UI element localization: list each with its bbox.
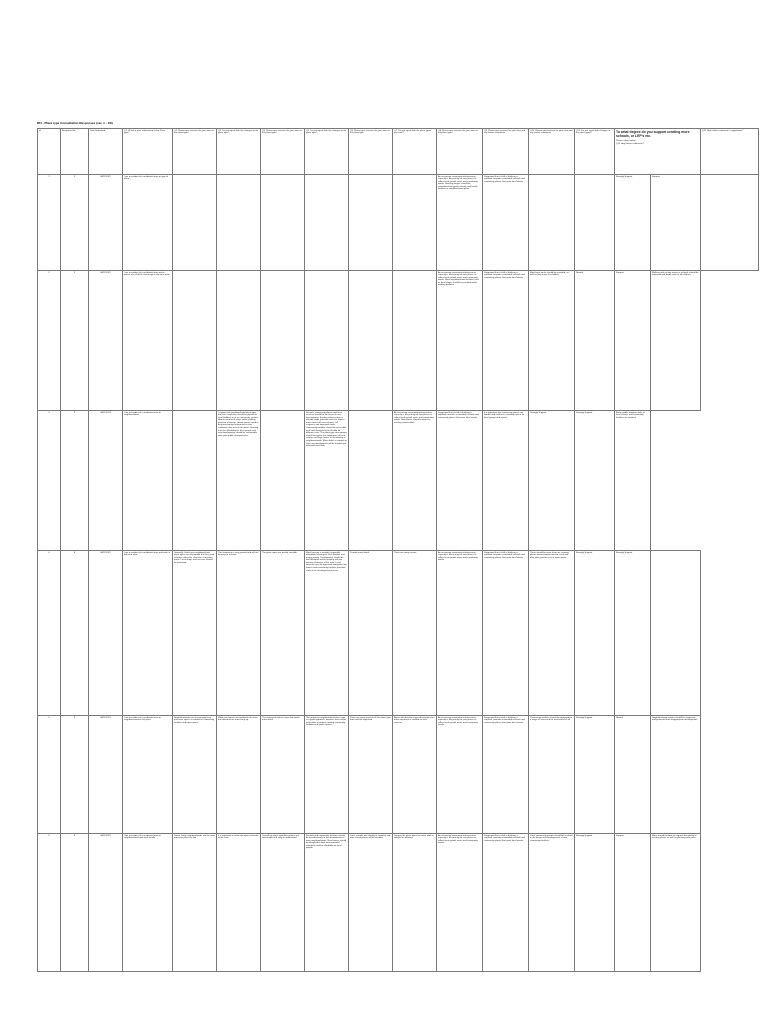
table-cell: Support the place types but more work is needed on delivery. (393, 834, 437, 972)
table-row (38, 716, 759, 834)
table-cell: More new homes are needed in the area, but infrastructure must keep up. (217, 716, 261, 834)
table-cell: 2 (38, 271, 61, 411)
spreadsheet (37, 118, 744, 972)
table-row (38, 551, 759, 716)
header-note-cell (615, 129, 701, 175)
table-cell: More housing is needed, especially affordable housing for local families and young people. Development should be well designed and in keeping with the existing character of the area. Local services must be improved alongside new homes and community facilities provided early in the development process. (305, 551, 349, 716)
table-cell: 4 (38, 551, 61, 716)
table-cell: Green, leafy neighbourhoods are the most attractive places to live. (173, 834, 217, 972)
header-cell: Q1. Which is your relationship to the Place type? (123, 129, 173, 175)
table-cell: 6 (38, 834, 61, 972)
header-cell: Q4. Please give reasons for your view on the place types (261, 129, 305, 175)
table-row (38, 175, 759, 271)
table-cell (217, 175, 261, 271)
table-cell: Neutral (615, 716, 651, 834)
table-cell: Neighbourhood centres should be supported and protected from inappropriate development. (651, 716, 701, 834)
header-cell: Q12. Any further comments? (616, 143, 644, 146)
table-cell: Support (651, 175, 701, 271)
table-cell: 5 (38, 716, 61, 834)
table-cell (349, 271, 393, 411)
table-cell: Suggested that a shift in thinking is required, towards sustainable schools and community places that meet local needs. (483, 551, 529, 716)
table-cell: An increasing community infrastructure capacity is the priority for new places to reflect local growth areas and community needs. (437, 716, 483, 834)
table-cell: Neighbourhoods are increasingly busy and more space is needed for community facilities and open space. (173, 716, 217, 834)
table-cell: 04/11/2021 (89, 716, 123, 834)
header-cell: Response No. (61, 129, 89, 175)
header-cell: Q10. Please give reasons for your view and any further comments (529, 129, 575, 175)
table-cell (261, 175, 305, 271)
table-cell (173, 175, 217, 271)
table-cell (393, 175, 437, 271)
header-cell: Q3. Do you agree with the changes to the place type? (217, 129, 261, 175)
table-cell (575, 175, 615, 271)
table-cell: Strongly Support (615, 551, 651, 716)
table-cell: An increasing community infrastructure capacity is the priority for new places to reflect local growth areas and community needs. More neighbourhood facilities such as local shops should be provided within walking distance. (437, 271, 483, 411)
table-cell: There are many aspects of this place type that could be improved. (349, 716, 393, 834)
table-cell: 5 (61, 716, 89, 834)
table-cell: Strongly Support (529, 411, 575, 551)
table-cell: 04/11/2021 (89, 271, 123, 411)
table-cell: 3 (61, 411, 89, 551)
table-cell: I am a resident of a residential area and work in the local area. (123, 551, 173, 716)
table-cell: Suggested that a shift in thinking is required, towards sustainable schools and community places that meet local needs. (437, 411, 483, 551)
table-cell (529, 175, 575, 271)
header-cell: Q8. Please give reasons for your view on the place types (437, 129, 483, 175)
table-row (38, 271, 759, 411)
table-cell: It is important to retain the open character of the area. (217, 834, 261, 972)
table-cell: Community facilities should be designed for a range of users and be accessible for all. (529, 716, 575, 834)
table-cell: 6 (61, 834, 89, 972)
table-cell: An increasing community infrastructure capacity is the priority for new places to reflect local growth areas and community needs. (437, 551, 483, 716)
table-cell: Strongly Support (575, 834, 615, 972)
table-cell (217, 271, 261, 411)
table-cell (305, 271, 349, 411)
table-cell (349, 411, 393, 551)
table-cell: 2 (61, 271, 89, 411)
table-cell: Neutral (575, 271, 615, 411)
table-cell: 1 (61, 175, 89, 271)
table-cell: Strongly Support (575, 551, 615, 716)
table-cell: Suggested that a shift in thinking is required, towards sustainable schools and community places that meet local needs. (483, 716, 529, 834)
table-cell (349, 175, 393, 271)
table-cell: 04/11/2021 (89, 411, 123, 551)
header-cell: Date Submitted (89, 129, 123, 175)
table-cell: Overall the place type descriptions are reasonable and easy to understand. (261, 834, 305, 972)
table-cell (651, 551, 701, 716)
table-cell: Support (615, 271, 651, 411)
table-cell: 04/11/2021 (89, 175, 123, 271)
table-cell: I support the neighbourhood place type, but more emphasis should be placed on local facilities such as community centres, libraries and local shops within walking distance of homes. Green spaces need to be protected and enhanced so that residents have access to nature. Housing must be affordable for local people and new development should be sustainable with good public transport links. (217, 411, 261, 551)
table-cell (261, 271, 305, 411)
header-cell: Q11. Do you agree with changes to the place types? (575, 129, 615, 175)
table-cell (261, 411, 305, 551)
table-cell (173, 271, 217, 411)
table-cell: 04/11/2021 (89, 834, 123, 972)
table-cell: Suggested that a shift in thinking is required, towards sustainable schools and community places that meet local needs. (483, 271, 529, 411)
table-cell: Strongly Support (575, 411, 615, 551)
table-cell: Schools, community places and local services should be the focus of new development. Existing infrastructure is already under pressure and new homes must come with new schools, GP surgeries and improved roads. Community facilities should be accessible to all and designed to be flexible for different uses. The place type descriptions should recognise the importance of local centres and high streets to the identity of neighbourhoods. More detail is needed on how new development will be funded and delivered over time. (305, 411, 349, 551)
table-cell: I am a resident of a residential area and a parent of a child of school age in the local area. (123, 271, 173, 411)
table-cell: An increasing community infrastructure capacity is the priority for new places to reflect local growth areas and community needs. Housing targets should be considered alongside schools and health facilities in neighbourhood plans. (437, 175, 483, 271)
table-cell: Provide more detail. (349, 551, 393, 716)
table-cell: The statement makes sense but needs more detail. (261, 716, 305, 834)
table-cell: 04/11/2021 (89, 551, 123, 716)
table-cell: Local schools are already at capacity and new school places will be needed. (349, 834, 393, 972)
table-cell (701, 175, 759, 271)
table-cell (393, 271, 437, 411)
table-cell: An increasing community infrastructure capacity is the priority for new places to reflect local growth areas and community needs. (437, 834, 483, 972)
header-cell: Q5. Do you agree with the changes to the place type? (305, 129, 349, 175)
table-cell: I am a resident of a residential area or neighbourhood in this place. (123, 716, 173, 834)
table-cell: An increasing community infrastructure capacity is the priority for new places to reflect local growth areas and community needs. New places should connect to existing communities. (393, 411, 437, 551)
table-cell: It is important that community places are flexible and multi-use, providing space for local groups and events. (483, 411, 529, 551)
table-cell: Strongly Support (575, 716, 615, 834)
header-subnote: Please select below: (616, 139, 636, 142)
header-cell: Q7. Do you agree with the place types you view? (393, 129, 437, 175)
table-cell: The proposed neighbourhood place type is a good approach, however more needs to be done to protect existing community facilities and green spaces. (305, 716, 349, 834)
header-row (38, 129, 759, 175)
sheet-title: RFI - Place type Consultation Responses (ver. 1 - 1/6) (37, 121, 113, 125)
table-cell: More should be done to improve the quality of existing places as well as planning new ones. (651, 834, 701, 972)
header-cell: Q9. Please give reasons for your view and any further comments (483, 129, 529, 175)
table-row (38, 834, 759, 972)
table-cell: Suggested that a shift in thinking is required, towards sustainable schools and community places that meet local needs. (483, 175, 529, 271)
header-cell: Id (38, 129, 61, 175)
header-note: To what degree do you support creating more schools, or LEP's etc. (616, 129, 690, 138)
table-cell: Better public transport links to local centres and community facilities are needed. (615, 411, 651, 551)
responses-table (37, 128, 759, 972)
table-row (38, 411, 759, 551)
table-cell: 3 (38, 411, 61, 551)
table-cell: The statement is very general and will not be easy to achieve. (217, 551, 261, 716)
table-cell: 4 (61, 551, 89, 716)
table-cell (305, 175, 349, 271)
table-cell: Walking and cycling routes to schools should be improved and made safe for all children. (651, 271, 701, 411)
table-cell: Strongly Support (615, 175, 651, 271)
header-cell: Q6. Please give reasons for your view on the place type (349, 129, 393, 175)
table-cell: Schools and community facilities should be provided early in the development of new neighbourhoods. New homes should be designed to high environmental standards and be affordable for local people. (305, 834, 349, 972)
table-cell: More local parks should be provided, as well as play areas for children. (529, 271, 575, 411)
table-cell: 1 (38, 175, 61, 271)
table-cell: The place types are mostly sensible. (261, 551, 305, 716)
table-cell: I am a resident of a residential area or type of place. (123, 175, 173, 271)
table-cell: There are many issues. (393, 551, 437, 716)
header-cell: Q13. Any further comments / suggestions? (701, 129, 759, 175)
table-cell: Local community groups should be involved in the design and management of new community facilities. (529, 834, 575, 972)
table-cell: I am a resident of a residential area or neighbourhood. (123, 411, 173, 551)
table-cell: Agree with the place type descriptions but more emphasis is needed on local services. (393, 716, 437, 834)
table-cell: There should be more focus on creating places where people can live, work and play, with good access to open space. (529, 551, 575, 716)
header-cell: Q2. Please give reasons for your view on the place types (173, 129, 217, 175)
table-cell: Suggested that a shift in thinking is required, towards sustainable schools and community places that meet local needs. (483, 834, 529, 972)
table-cell: I am a resident of a residential area or neighbourhood and work locally. (123, 834, 173, 972)
table-cell (173, 411, 217, 551)
table-cell: Generally I think your neighbourhood place types are reasonable but they need to better reflect the character of existing areas. Local shops and services should be protected. (173, 551, 217, 716)
table-cell: Support (615, 834, 651, 972)
